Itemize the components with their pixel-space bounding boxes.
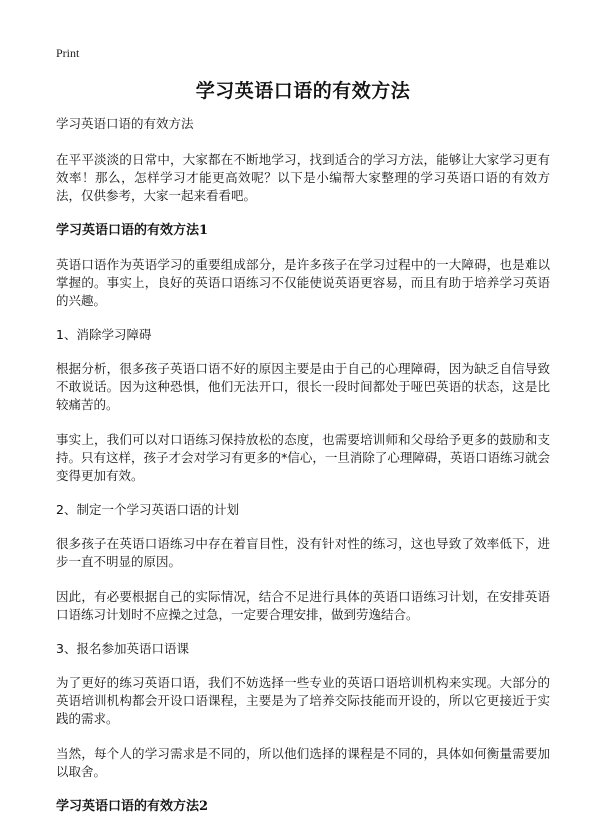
intro-paragraph: 在平平淡淡的日常中，大家都在不断地学习，找到适合的学习方法，能够让大家学习更有效率！那么，怎样学习才能更高效呢？以下是小编帮大家整理的学习英语口语的有效方法，仅供参考，大家一起来看看吧。: [56, 152, 550, 203]
section-heading-2: 学习英语口语的有效方法2: [56, 799, 209, 814]
section1-intro-paragraph: 英语口语作为英语学习的重要组成部分，是许多孩子在学习过程中的一大障碍，也是难以掌握的。事实上，良好的英语口语练习不仅能使说英语更容易，而且有助于培养学习英语的兴趣。: [56, 257, 550, 308]
item2-paragraph-1: 很多孩子在英语口语练习中存在着盲目性，没有针对性的练习，这也导致了效率低下，进步一直不明显的原因。: [56, 536, 550, 569]
item3-paragraph-1: 为了更好的练习英语口语，我们不妨选择一些专业的英语口语培训机构来实现。大部分的英语培训机构都会开设口语课程，主要是为了培养交际技能而开设的，所以它更接近于实践的需求。: [56, 675, 550, 726]
item-heading-2: 2、制定一个学习英语口语的计划: [56, 502, 239, 517]
item3-paragraph-2: 当然，每个人的学习需求是不同的，所以他们选择的课程是不同的，具体如何衡量需要加以取舍。: [56, 746, 550, 779]
page-title: 学习英语口语的有效方法: [195, 80, 411, 102]
item2-paragraph-2: 因此，有必要根据自己的实际情况，结合不足进行具体的英语口语练习计划，在安排英语口语练习计划时不应操之过急，一定要合理安排，做到劳逸结合。: [56, 589, 550, 622]
document-body: [56, 80, 550, 832]
document-subtitle: 学习英语口语的有效方法: [56, 116, 194, 131]
item-heading-3: 3、报名参加英语口语课: [56, 641, 189, 656]
item1-paragraph-2: 事实上，我们可以对口语练习保持放松的态度，也需要培训师和父母给予更多的鼓励和支持。只有这样，孩子才会对学习有更多的*信心，一旦消除了心理障碍，英语口语练习就会变得更加有效。: [56, 432, 550, 483]
print-link[interactable]: Print: [56, 46, 80, 60]
item1-paragraph-1: 根据分析，很多孩子英语口语不好的原因主要是由于自己的心理障碍，因为缺乏自信导致不敢说话。因为这种恐惧，他们无法开口，很长一段时间都处于哑巴英语的状态，这是比较痛苦的。: [56, 361, 550, 412]
section-heading-1: 学习英语口语的有效方法1: [56, 223, 209, 238]
item-heading-1: 1、消除学习障碍: [56, 327, 152, 342]
